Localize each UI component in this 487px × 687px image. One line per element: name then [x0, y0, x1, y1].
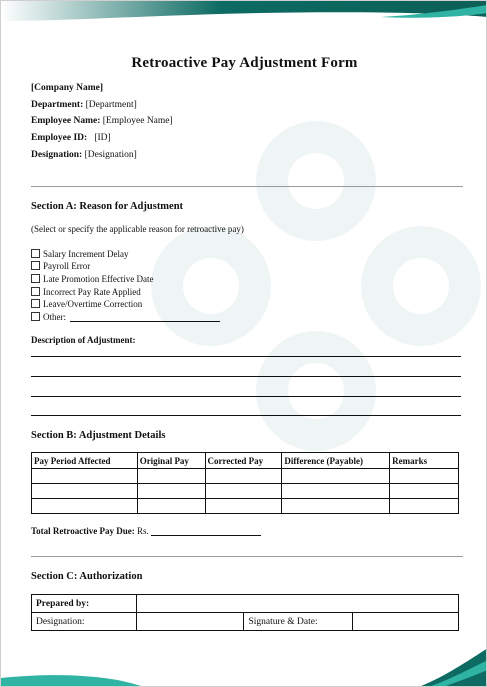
table-cell[interactable] [137, 499, 205, 514]
table-cell[interactable] [282, 499, 390, 514]
table-cell[interactable] [205, 484, 282, 499]
section-b-heading: Section B: Adjustment Details [31, 430, 166, 441]
divider [31, 556, 463, 557]
total-amount-input-line[interactable] [151, 526, 261, 536]
table-cell[interactable] [32, 499, 138, 514]
signature-date-label: Signature & Date: [244, 613, 353, 631]
footer-decoration [1, 646, 487, 686]
watermark-logo [151, 111, 481, 461]
designation-field: Designation: [Designation] [31, 150, 137, 160]
column-header: Pay Period Affected [32, 453, 138, 469]
other-reason-input-line[interactable] [70, 312, 220, 322]
table-row [32, 499, 459, 514]
prepared-by-input[interactable] [136, 595, 458, 613]
reason-checkbox-leave-overtime[interactable]: Leave/Overtime Correction [31, 299, 142, 309]
employee-name-field: Employee Name: [Employee Name] [31, 116, 173, 126]
authorization-table [31, 594, 459, 631]
table-cell[interactable] [390, 499, 459, 514]
checkbox-icon[interactable] [31, 261, 40, 270]
description-line[interactable] [31, 415, 461, 416]
table-cell[interactable] [137, 469, 205, 484]
reason-checkbox-late-promotion[interactable]: Late Promotion Effective Date [31, 274, 154, 284]
reason-checkbox-payroll-error[interactable]: Payroll Error [31, 261, 90, 271]
table-cell[interactable] [390, 469, 459, 484]
table-row [32, 595, 459, 613]
section-a-instruction: (Select or specify the applicable reason for retroactive pay) [31, 224, 244, 234]
column-header: Corrected Pay [205, 453, 282, 469]
checkbox-icon[interactable] [31, 249, 40, 258]
department-field: Department: [Department] [31, 100, 137, 110]
adjustment-details-table [31, 452, 459, 514]
table-row [32, 613, 459, 631]
section-c-heading: Section C: Authorization [31, 571, 143, 582]
form-title: Retroactive Pay Adjustment Form [131, 55, 358, 71]
checkbox-icon[interactable] [31, 274, 40, 283]
employee-id-field: Employee ID: [ID] [31, 133, 111, 143]
designation-label: Designation: [32, 613, 137, 631]
table-row [32, 469, 459, 484]
description-line[interactable] [31, 396, 461, 397]
signature-date-input[interactable] [353, 613, 459, 631]
description-line[interactable] [31, 356, 461, 357]
reason-checkbox-other[interactable]: Other: [31, 312, 220, 322]
column-header: Original Pay [137, 453, 205, 469]
table-cell[interactable] [390, 484, 459, 499]
reason-checkbox-salary-increment[interactable]: Salary Increment Delay [31, 249, 128, 259]
company-name: [Company Name] [31, 83, 104, 93]
section-a-heading: Section A: Reason for Adjustment [31, 201, 184, 212]
reason-checkbox-incorrect-rate[interactable]: Incorrect Pay Rate Applied [31, 287, 141, 297]
prepared-by-label: Prepared by: [32, 595, 137, 613]
checkbox-icon[interactable] [31, 312, 40, 321]
table-cell[interactable] [282, 484, 390, 499]
table-cell[interactable] [205, 469, 282, 484]
table-cell[interactable] [137, 484, 205, 499]
table-cell[interactable] [282, 469, 390, 484]
description-label: Description of Adjustment: [31, 335, 136, 345]
table-row [32, 484, 459, 499]
table-cell[interactable] [32, 484, 138, 499]
table-cell[interactable] [205, 499, 282, 514]
total-retroactive-pay: Total Retroactive Pay Due: Rs. [31, 526, 261, 536]
description-line[interactable] [31, 376, 461, 377]
checkbox-icon[interactable] [31, 299, 40, 308]
designation-input[interactable] [136, 613, 244, 631]
table-header-row [32, 453, 459, 469]
column-header: Difference (Payable) [282, 453, 390, 469]
column-header: Remarks [390, 453, 459, 469]
divider [31, 186, 463, 187]
header-decoration [1, 1, 487, 25]
table-cell[interactable] [32, 469, 138, 484]
checkbox-icon[interactable] [31, 287, 40, 296]
